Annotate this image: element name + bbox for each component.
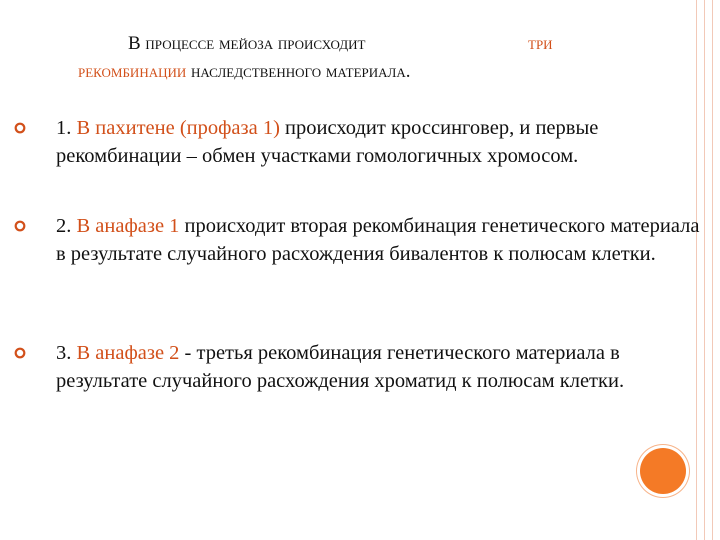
bullet-text: [56, 114, 706, 170]
bullet-text: [56, 212, 706, 268]
frame-line: [712, 0, 713, 540]
decorative-circle: [640, 448, 686, 494]
bullet-accent: В пахитене (профаза 1): [76, 117, 280, 139]
bullet-number: 3.: [56, 342, 72, 364]
title-accent-word: три: [528, 33, 553, 54]
bullet-body: - третья рекомбинация генетического материала в результате случайного расхождения хроматид к полюсам клетки.: [56, 342, 625, 392]
title-line-2-rest: наследственного материала.: [191, 61, 411, 82]
title-line-1: В процессе мейоза происходит: [128, 33, 366, 54]
bullet-accent: В анафазе 2: [76, 342, 180, 364]
bullet-body: происходит кроссинговер, и первые рекомбинации – обмен участками гомологичных хромосом.: [56, 117, 599, 167]
bullet-text: [56, 339, 706, 395]
frame-line: [704, 0, 705, 540]
bullet-ring-icon: [14, 122, 26, 134]
bullet-ring-icon: [14, 220, 26, 232]
bullet-body: происходит вторая рекомбинация генетического материала в результате случайного расхождения бивалентов к полюсам клетки.: [56, 215, 700, 265]
bullet-accent: В анафазе 1: [76, 215, 180, 237]
title-accent-recombination: рекомбинации: [78, 61, 187, 82]
bullet-number: 1.: [56, 117, 72, 139]
bullet-number: 2.: [56, 215, 72, 237]
title-line-2: [78, 56, 410, 88]
frame-line: [696, 0, 697, 540]
bullet-ring-icon: [14, 347, 26, 359]
